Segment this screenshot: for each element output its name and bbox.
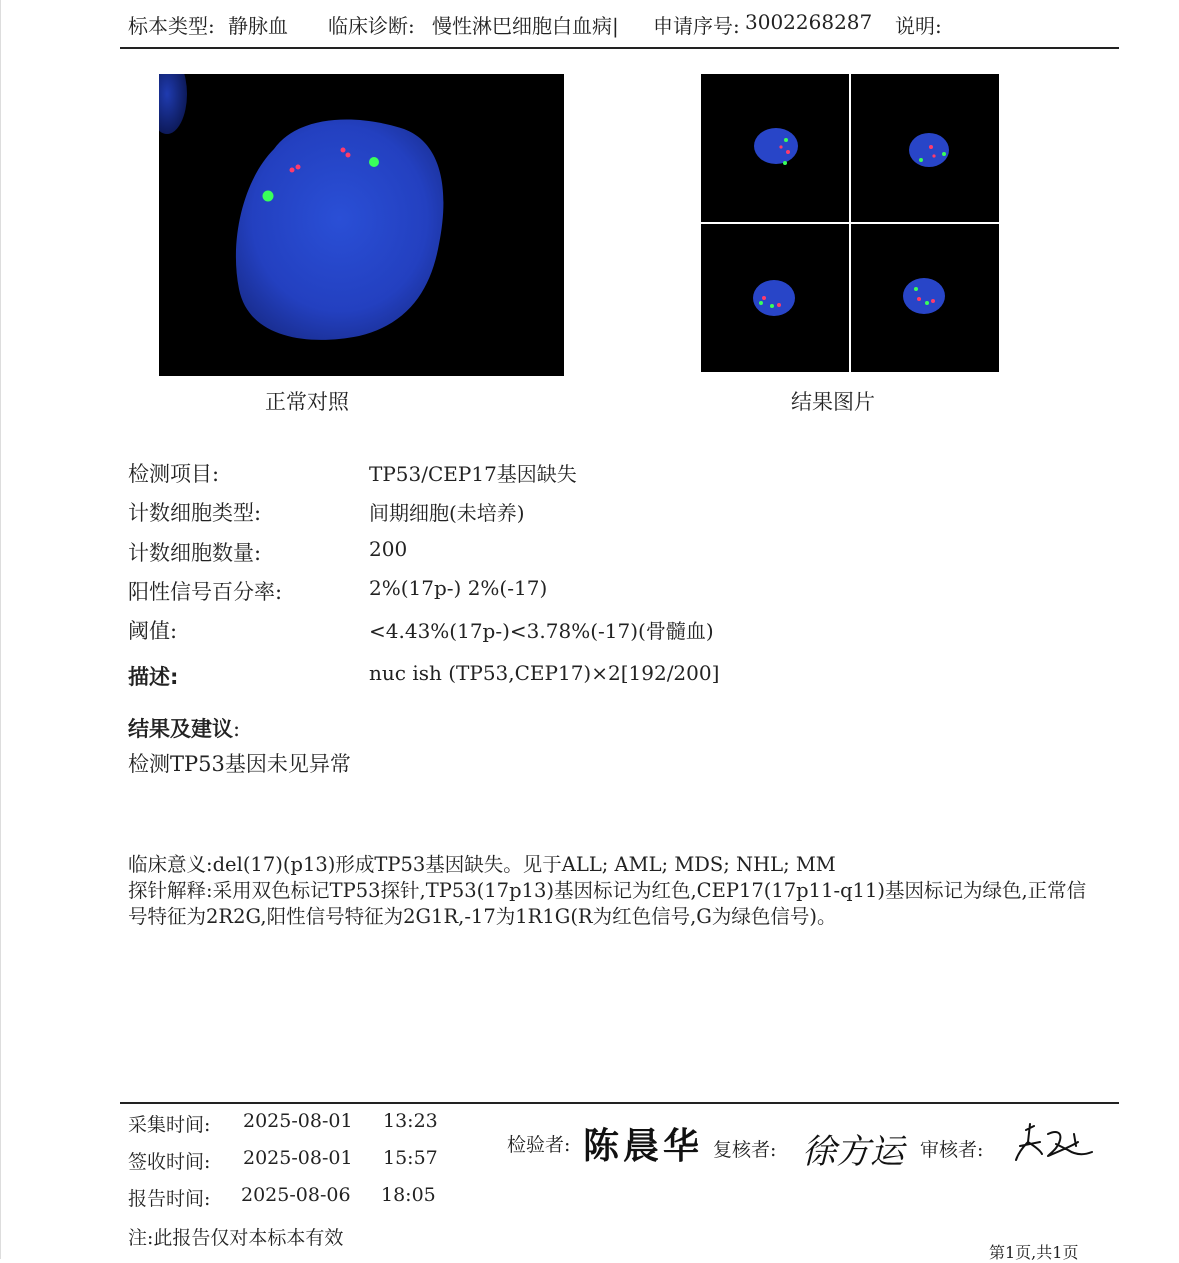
field-value-positive-rate: 2%(17p-) 2%(-17) (369, 576, 548, 600)
field-label-cell-type: 计数细胞类型: (128, 501, 262, 525)
result-text: 检测TP53基因未见异常 (128, 752, 351, 776)
note-label: 说明: (895, 14, 942, 38)
field-value-threshold: <4.43%(17p-)<3.78%(-17)(骨髓血) (369, 619, 714, 643)
field-label-positive-rate: 阳性信号百分率: (128, 580, 283, 604)
red-signal (346, 153, 351, 158)
field-value-description: nuc ish (TP53,CEP17)×2[192/200] (369, 661, 720, 685)
control-caption: 正常对照 (265, 390, 349, 414)
green-signal (369, 157, 379, 167)
result-nucleus (753, 280, 795, 316)
field-label-cell-count: 计数细胞数量: (128, 541, 262, 565)
red-signal (341, 148, 346, 153)
collect-date: 2025-08-01 (243, 1110, 353, 1132)
green-signal (263, 191, 274, 202)
collect-label: 采集时间: (128, 1114, 211, 1136)
result-nucleus (909, 133, 949, 167)
auditor-label: 审核者: (920, 1139, 984, 1161)
inspector-signature: 陈晨华 (583, 1126, 704, 1167)
field-value-test-item: TP53/CEP17基因缺失 (369, 462, 577, 486)
report-label: 报告时间: (128, 1188, 211, 1210)
report-time: 18:05 (381, 1184, 436, 1206)
result-nucleus (903, 278, 945, 314)
field-label-threshold: 阈值: (128, 619, 178, 643)
reviewer-label: 复核者: (713, 1139, 777, 1161)
receive-time: 15:57 (383, 1147, 438, 1169)
result-heading-colon: : (233, 717, 241, 741)
result-caption: 结果图片 (791, 390, 875, 414)
normal-control-image (159, 74, 564, 376)
page-edge (0, 0, 1, 1259)
field-value-cell-count: 200 (369, 537, 408, 561)
auditor-signature (1012, 1120, 1096, 1168)
result-nucleus (754, 128, 798, 164)
specimen-label: 标本类型: (128, 14, 215, 38)
neighbor-nucleus (159, 74, 187, 134)
receive-date: 2025-08-01 (243, 1147, 353, 1169)
inspector-label: 检验者: (507, 1134, 571, 1156)
header-rule (120, 47, 1119, 49)
result-heading: 结果及建议 (128, 717, 233, 741)
disclaimer: 注:此报告仅对本标本有效 (128, 1227, 344, 1249)
result-image-grid (701, 74, 999, 372)
collect-time: 13:23 (383, 1110, 438, 1132)
field-label-test-item: 检测项目: (128, 462, 220, 486)
page-info: 第1页,共1页 (989, 1243, 1079, 1262)
red-signal (296, 165, 301, 170)
probe-explanation: 探针解释:采用双色标记TP53探针,TP53(17p13)基因标记为红色,CEP17(17p11-q11)基因标记为绿色,正常信号特征为2R2G,阳性信号特征为2G1R,-17为1R1G(R为红色信号,G为绿色信号)。 (128, 879, 1087, 928)
footer-rule (120, 1102, 1119, 1104)
specimen-value: 静脉血 (228, 14, 288, 38)
result-heading-wrap (128, 713, 240, 743)
request-label: 申请序号: (653, 14, 740, 38)
field-label-description: 描述: (128, 665, 179, 689)
reviewer-signature: 徐方运 (802, 1132, 904, 1172)
receive-label: 签收时间: (128, 1151, 211, 1173)
request-value: 3002268287 (745, 10, 873, 34)
clinical-significance: 临床意义:del(17)(p13)形成TP53基因缺失。见于ALL; AML; MDS; NHL; MM (128, 853, 836, 876)
nucleus (236, 119, 444, 339)
diagnosis-label: 临床诊断: (328, 14, 415, 38)
red-signal (290, 168, 295, 173)
report-date: 2025-08-06 (241, 1184, 351, 1206)
diagnosis-value: 慢性淋巴细胞白血病| (432, 14, 619, 38)
field-value-cell-type: 间期细胞(未培养) (369, 501, 525, 525)
